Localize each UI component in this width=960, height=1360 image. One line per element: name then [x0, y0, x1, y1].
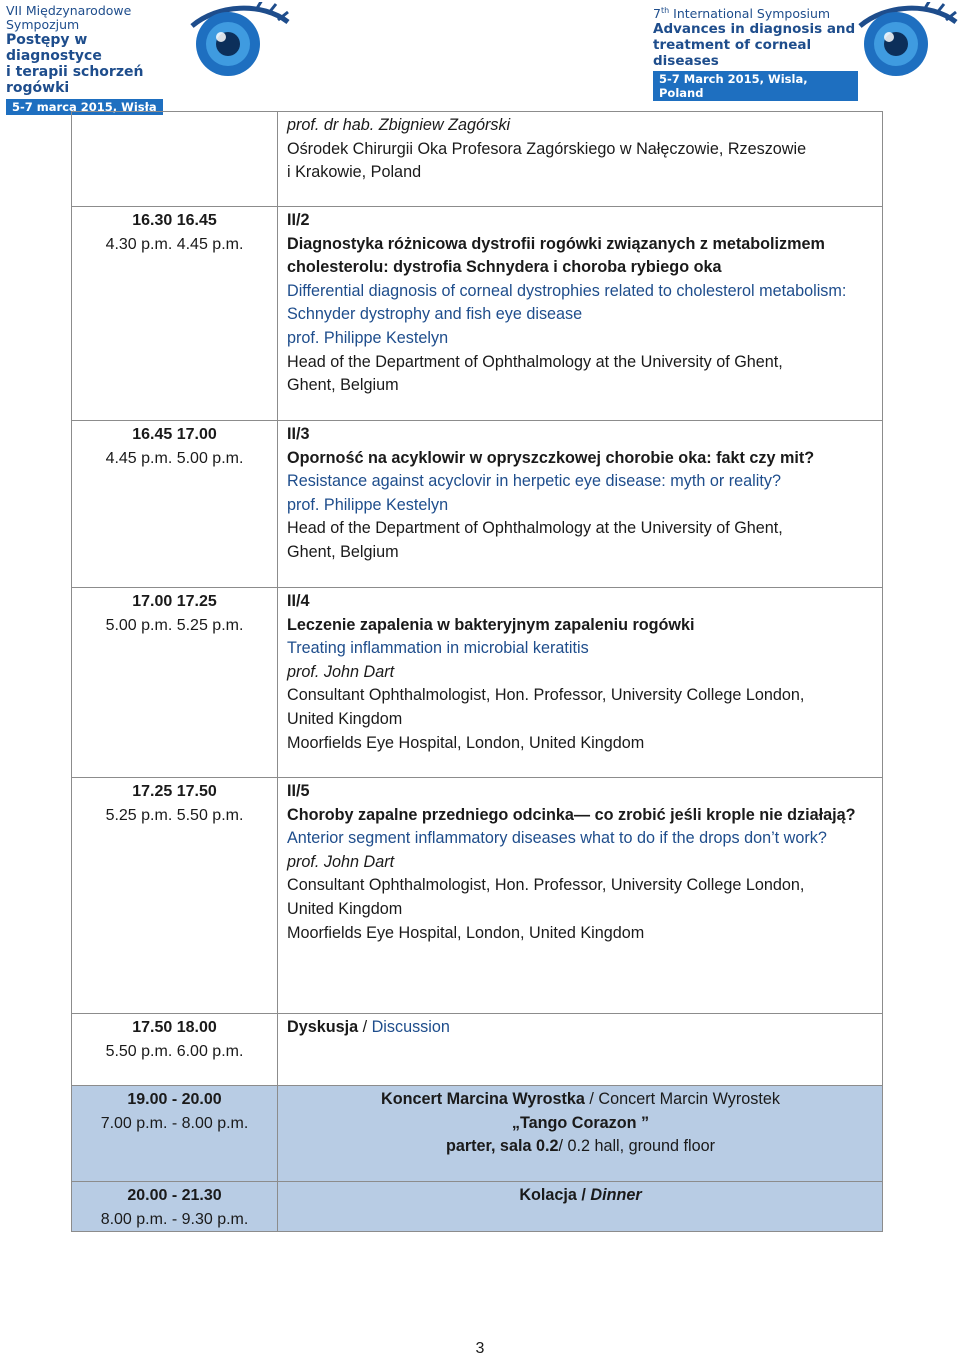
affiliation-line: Consultant Ophthalmologist, Hon. Professor, University College London, [287, 686, 805, 705]
time-cell [72, 588, 278, 778]
time-cell [72, 778, 278, 1014]
speaker-name: prof. dr hab. Zbigniew Zagórski [287, 116, 511, 134]
symposium-title-en-2: treatment of corneal diseases [653, 37, 812, 70]
talk-title-en: Treating inflammation in microbial keratitis [287, 639, 589, 658]
talk-title-pl: Choroby zapalne przedniego odcinka— co zrobić jeśli krople nie działają? [287, 805, 856, 824]
time-24h: 16.30 16.45 [132, 212, 217, 229]
symposium-name-pl: VII Międzynarodowe Sympozjum [6, 3, 132, 32]
affiliation-line: i Krakowie, Poland [287, 163, 422, 182]
affiliation-line: Head of the Department of Ophthalmology at the University of Ghent, [287, 352, 783, 371]
concert-name: „Tango Corazon ” [511, 1113, 650, 1132]
symposium-name-en: 7th International Symposium [653, 6, 831, 22]
eye-logo-icon [188, 2, 292, 78]
time-12h: 5.00 p.m. 5.25 p.m. [105, 616, 244, 634]
affiliation-line: Head of the Department of Ophthalmology at the University of Ghent, [287, 519, 783, 538]
session-code: II/4 [287, 592, 310, 610]
time-12h: 4.45 p.m. 5.00 p.m. [105, 449, 244, 467]
content-cell [278, 778, 883, 1014]
affiliation-line: Consultant Ophthalmologist, Hon. Professor, University College London, [287, 876, 805, 895]
table-row [72, 1182, 883, 1232]
time-12h: 7.00 p.m. - 8.00 p.m. [100, 1114, 249, 1132]
table-row [72, 1086, 883, 1182]
table-row [72, 421, 883, 588]
time-24h: 19.00 - 20.00 [127, 1091, 222, 1108]
speaker-name: prof. Philippe Kestelyn [287, 495, 449, 514]
content-cell [278, 421, 883, 588]
talk-title-en: Resistance against acyclovir in herpetic eye disease: myth or reality? [287, 472, 781, 491]
time-12h: 5.25 p.m. 5.50 p.m. [105, 806, 244, 824]
time-12h: 5.50 p.m. 6.00 p.m. [105, 1042, 244, 1060]
time-24h: 17.50 18.00 [132, 1019, 217, 1036]
symposium-date-pl: 5-7 marca 2015, Wisła [6, 99, 163, 115]
affiliation-line: Ghent, Belgium [287, 542, 399, 561]
time-cell [72, 1014, 278, 1086]
content-cell [278, 588, 883, 778]
table-row [72, 1014, 883, 1086]
time-24h: 16.45 17.00 [132, 426, 217, 443]
table-row [72, 207, 883, 421]
affiliation-line: Moorfields Eye Hospital, London, United Kingdom [287, 733, 645, 752]
time-24h: 20.00 - 21.30 [127, 1187, 222, 1204]
talk-title-pl: Diagnostyka różnicowa dystrofii rogówki związanych z metabolizmem cholesterolu: dystrofia Schnydera i choroba rybiego oka [287, 234, 825, 277]
time-12h: 8.00 p.m. - 9.30 p.m. [100, 1210, 249, 1228]
content-cell [278, 1182, 883, 1232]
speaker-name: prof. John Dart [287, 852, 395, 871]
time-cell [72, 1182, 278, 1232]
affiliation-line: United Kingdom [287, 899, 403, 918]
concert-venue: parter, sala 0.2/ 0.2 hall, ground floor [445, 1137, 716, 1156]
content-cell [278, 207, 883, 421]
session-code: II/5 [287, 782, 310, 800]
talk-title-pl: Oporność na acyklowir w opryszczkowej chorobie oka: fakt czy mit? [287, 448, 815, 467]
time-cell [72, 1086, 278, 1182]
symposium-title-pl-1: Postępy w diagnostyce [6, 32, 102, 64]
affiliation-line: United Kingdom [287, 709, 403, 728]
affiliation-line: Moorfields Eye Hospital, London, United Kingdom [287, 923, 645, 942]
time-cell [72, 112, 278, 207]
table-row [72, 588, 883, 778]
affiliation-line: Ośrodek Chirurgii Oka Profesora Zagórskiego w Nałęczowie, Rzeszowie [287, 139, 807, 158]
session-code: II/2 [287, 211, 310, 229]
table-row [72, 112, 883, 207]
talk-title-en: Differential diagnosis of corneal dystrophies related to cholesterol metabolism: Schnyder dystrophy and fish eye disease [287, 281, 847, 324]
table-row [72, 778, 883, 1014]
content-cell [278, 1014, 883, 1086]
talk-title-pl: Leczenie zapalenia w bakteryjnym zapaleniu rogówki [287, 615, 695, 634]
concert-title: Koncert Marcina Wyrostka / Concert Marcin Wyrostek [381, 1090, 780, 1108]
symposium-date-en: 5-7 March 2015, Wisla, Poland [653, 71, 858, 101]
time-24h: 17.25 17.50 [132, 783, 217, 800]
talk-title-en: Anterior segment inflammatory diseases what to do if the drops don’t work? [287, 829, 827, 848]
dinner-label: Kolacja / Dinner [519, 1186, 642, 1204]
speaker-name: prof. John Dart [287, 662, 395, 681]
symposium-title-en-1: Advances in diagnosis and [653, 21, 856, 38]
time-cell [72, 207, 278, 421]
discussion-label: Dyskusja / Discussion [287, 1018, 450, 1036]
symposium-title-pl-2: i terapii schorzeń rogówki [6, 64, 144, 96]
header-right-title [653, 4, 858, 101]
header-left-title [6, 4, 186, 115]
time-12h: 4.30 p.m. 4.45 p.m. [105, 235, 244, 253]
time-24h: 17.00 17.25 [132, 593, 217, 610]
speaker-name: prof. Philippe Kestelyn [287, 328, 449, 347]
time-cell [72, 421, 278, 588]
content-cell [278, 112, 883, 207]
content-cell [278, 1086, 883, 1182]
eye-logo-icon [856, 2, 960, 78]
page-number: 3 [475, 1340, 485, 1357]
affiliation-line: Ghent, Belgium [287, 376, 399, 395]
session-code: II/3 [287, 425, 310, 443]
programme-table [71, 111, 883, 1232]
